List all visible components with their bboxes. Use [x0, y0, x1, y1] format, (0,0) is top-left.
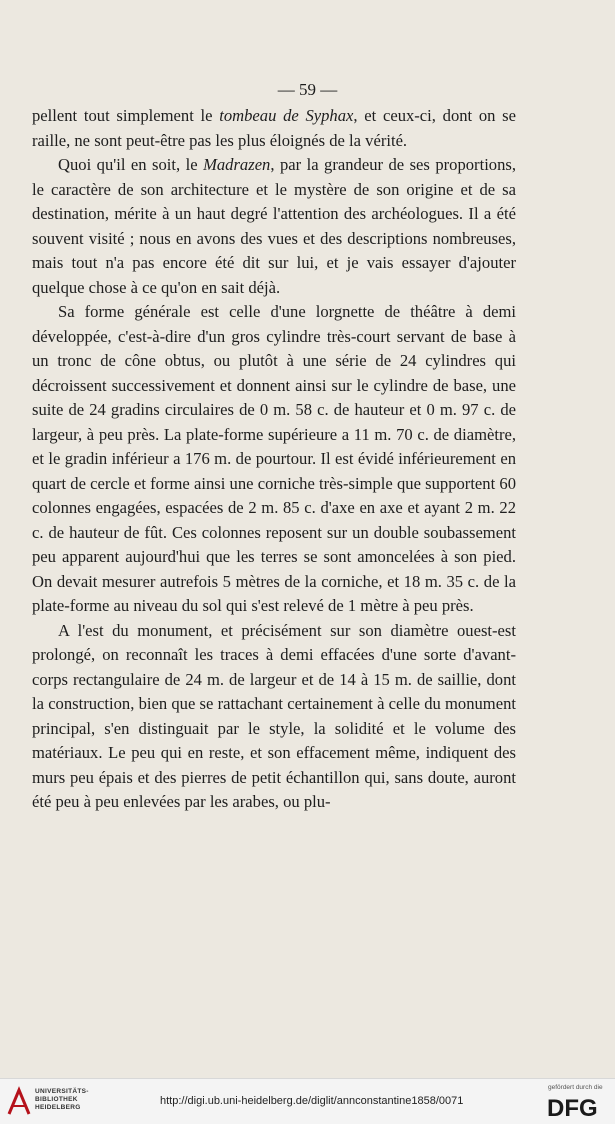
university-library-logo-icon [6, 1086, 32, 1118]
paragraph [32, 300, 516, 619]
text-run: Sa forme générale est celle d'une lorgnette de théâtre à demi développée, c'est-à-dire d'un gros cylindre très-court servant de base à un tronc de cône obtus, ou plutôt à une série de 24 cylindres qui décroissent successivement et donnent ainsi sur le cylindre de base, une suite de 24 gradins circulaires de 0 m. 58 c. de hauteur et 0 m. 97 c. de largeur, à peu près. La plate-forme supérieure a 11 m. 70 c. de diamètre, et le gradin inférieur a 176 m. de pourtour. Il est évidé inférieurement en quart de cercle et forme ainsi une corniche très-simple que supportent 60 colonnes engagées, espacées de 2 m. 85 c. d'axe en axe et ayant 2 m. 22 c. de hauteur de fût. Ces colonnes reposent sur un double soubassement peu apparent aujourd'hui que les terres se sont amoncelées à son pied. On devait mesurer autrefois 5 mètres de la corniche, et 18 m. 35 c. de la plate-forme au niveau du sol qui s'est relevé de 1 mètre à peu près. [32, 302, 516, 615]
library-name-line: UNIVERSITÄTS- [35, 1088, 89, 1095]
text-run: , et ceux-ci, dont on se raille, ne sont peut-être pas les plus éloignés de la vérité. [32, 106, 516, 150]
italic-term: tombeau de Syphax [219, 106, 354, 125]
page-number: — 59 — [277, 80, 338, 99]
text-run: Quoi qu'il en soit, le [58, 155, 204, 174]
text-run: , par la grandeur de ses proportions, le caractère de son architecture et le mystère de son origine et de sa destination, mérite à un haut degré l'attention des archéologues. Il a été souvent visité ; nous en avons des vues et des descriptions nombreuses, mais tout n'a pas encore été dit sur lui, et je vais essayer d'ajouter quelque chose à ce qu'on en sait déjà. [32, 155, 516, 297]
dfg-logo-text: DFG [547, 1095, 598, 1119]
text-run: A l'est du monument, et précisément sur son diamètre ouest-est prolongé, on reconnaît les traces à demi effacées d'une sorte d'avant-corps rectangulaire de 24 m. de largeur et de 14 à 15 m. de saillie, dont la construction, bien que se rattachant certainement à celle du monument principal, s'en distinguait par le style, la solidité et le volume des matériaux. Le peu qui en reste, et son effacement même, indiquent des murs peu épais et des pierres de petit échantillon qui, sans doute, auront été peu à peu enlevées par les arabes, ou plu- [32, 620, 516, 811]
italic-term: Madrazen [203, 155, 271, 174]
viewer-footer [0, 1078, 615, 1124]
library-name [35, 1088, 89, 1112]
paragraph [32, 104, 516, 153]
dfg-logo-icon [547, 1095, 607, 1119]
paragraph [32, 153, 516, 300]
text-run: pellent tout simplement le [32, 106, 220, 125]
library-name-line: BIBLIOTHEK [35, 1096, 78, 1103]
funded-by-label: gefördert durch die [548, 1084, 603, 1091]
library-name-line: HEIDELBERG [35, 1104, 81, 1111]
document-url-link[interactable]: http://digi.ub.uni-heidelberg.de/diglit/annconstantine1858/0071 [160, 1095, 464, 1107]
paragraph [32, 619, 516, 815]
body-text [32, 104, 516, 815]
